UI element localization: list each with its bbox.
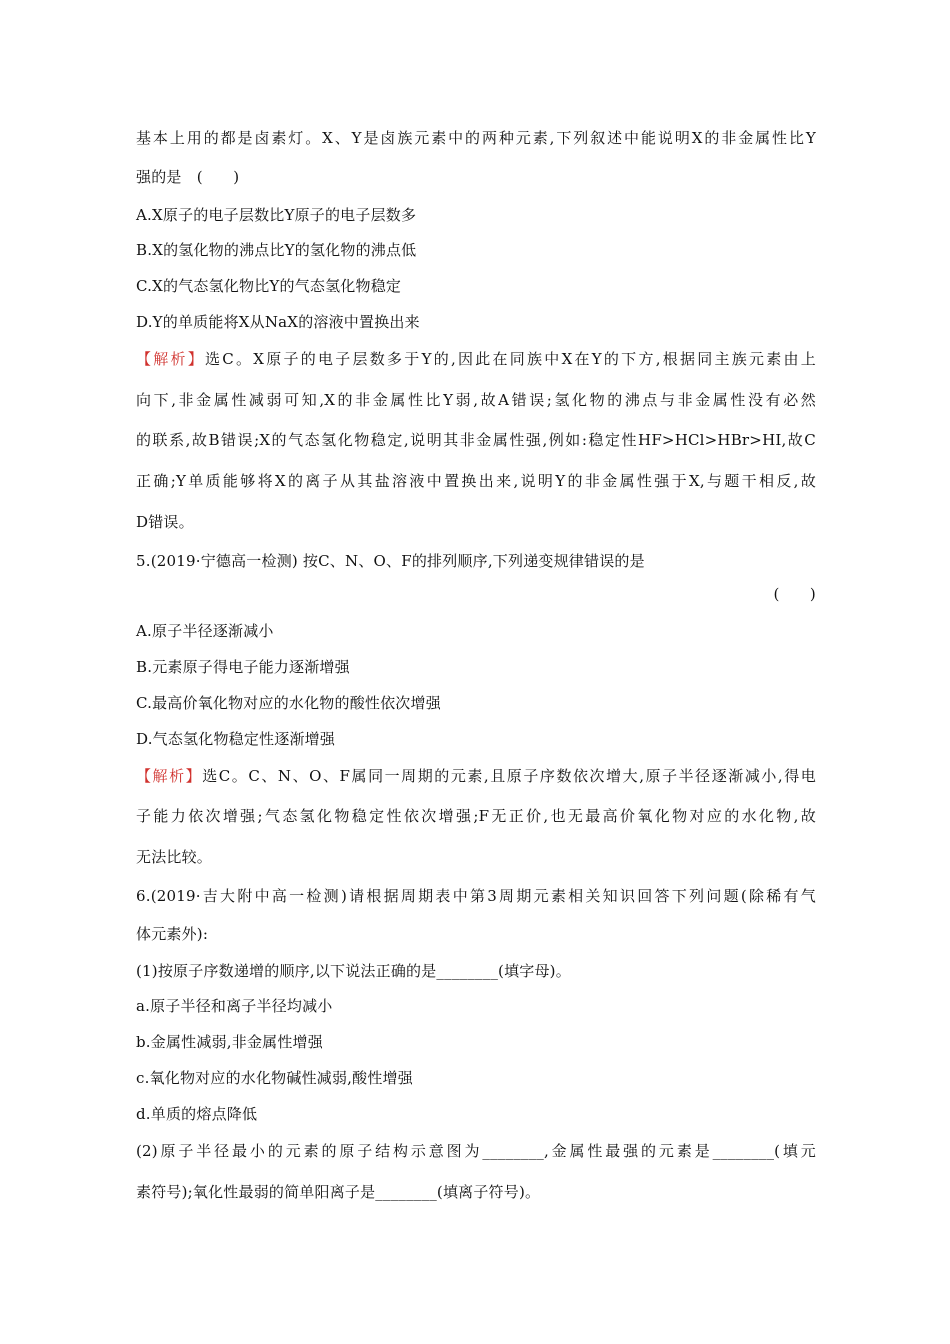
q5-analysis-line-1: [136, 766, 816, 786]
q4-option-d: D.Y的单质能将X从NaX的溶液中置换出来: [136, 313, 420, 331]
q6-subquestion-1: (1)按原子序数递增的顺序,以下说法正确的是________(填字母)。: [136, 962, 571, 980]
q5-option-d: D.气态氢化物稳定性逐渐增强: [136, 730, 336, 748]
q4-analysis-line-2: 向下,非金属性减弱可知,X的非金属性比Y弱,故A错误;氢化物的沸点与非金属性没有必然: [136, 391, 816, 409]
q5-analysis-line-2: 子能力依次增强;气态氢化物稳定性依次增强;F无正价,也无最高价氧化物对应的水化物,故: [136, 807, 816, 825]
q5-stem: 5.(2019·宁德高一检测) 按C、N、O、F的排列顺序,下列递变规律错误的是: [136, 552, 645, 570]
q4-stem-line-2: 强的是 ( ): [136, 168, 240, 186]
q6-option-c: c.氧化物对应的水化物碱性减弱,酸性增强: [136, 1069, 413, 1087]
q6-subquestion-2-line-2: 素符号);氧化性最弱的简单阳离子是________(填离子符号)。: [136, 1183, 541, 1201]
q6-option-d: d.单质的熔点降低: [136, 1105, 258, 1123]
q4-stem-line-1: 基本上用的都是卤素灯。X、Y是卤族元素中的两种元素,下列叙述中能说明X的非金属性比Y: [136, 129, 816, 147]
q4-option-a: A.X原子的电子层数比Y原子的电子层数多: [136, 206, 417, 224]
q5-analysis-line-3: 无法比较。: [136, 848, 213, 866]
q5-analysis-tag: 【解析】: [136, 767, 203, 785]
q6-option-a: a.原子半径和离子半径均减小: [136, 997, 333, 1015]
q5-answer-bracket: ( ): [773, 585, 816, 603]
q5-option-b: B.元素原子得电子能力逐渐增强: [136, 658, 350, 676]
q4-analysis-line-4: 正确;Y单质能够将X的离子从其盐溶液中置换出来,说明Y的非金属性强于X,与题干相反,故: [136, 472, 816, 490]
q6-stem-line-1: 6.(2019·吉大附中高一检测)请根据周期表中第3周期元素相关知识回答下列问题(除稀有气: [136, 887, 816, 905]
q4-analysis-line-3: 的联系,故B错误;X的气态氢化物稳定,说明其非金属性强,例如:稳定性HF>HCl>HBr>HI,故C: [136, 431, 816, 449]
q4-analysis-text-1: 选C。X原子的电子层数多于Y的,因此在同族中X在Y的下方,根据同主族元素由上: [205, 350, 816, 368]
q6-option-b: b.金属性减弱,非金属性增强: [136, 1033, 323, 1051]
q5-analysis-text-1: 选C。C、N、O、F属同一周期的元素,且原子序数依次增大,原子半径逐渐减小,得电: [202, 767, 817, 785]
q5-option-a: A.原子半径逐渐减小: [136, 622, 274, 640]
q4-analysis-tag: 【解析】: [136, 350, 206, 368]
q4-option-b: B.X的氢化物的沸点比Y的氢化物的沸点低: [136, 241, 417, 259]
q4-analysis-line-5: D错误。: [136, 513, 194, 531]
q6-stem-line-2: 体元素外):: [136, 925, 209, 943]
q6-subquestion-2-line-1: (2)原子半径最小的元素的原子结构示意图为________,金属性最强的元素是________(填元: [136, 1142, 816, 1160]
q4-analysis-line-1: [136, 349, 816, 369]
q5-option-c: C.最高价氧化物对应的水化物的酸性依次增强: [136, 694, 441, 712]
q4-option-c: C.X的气态氢化物比Y的气态氢化物稳定: [136, 277, 402, 295]
